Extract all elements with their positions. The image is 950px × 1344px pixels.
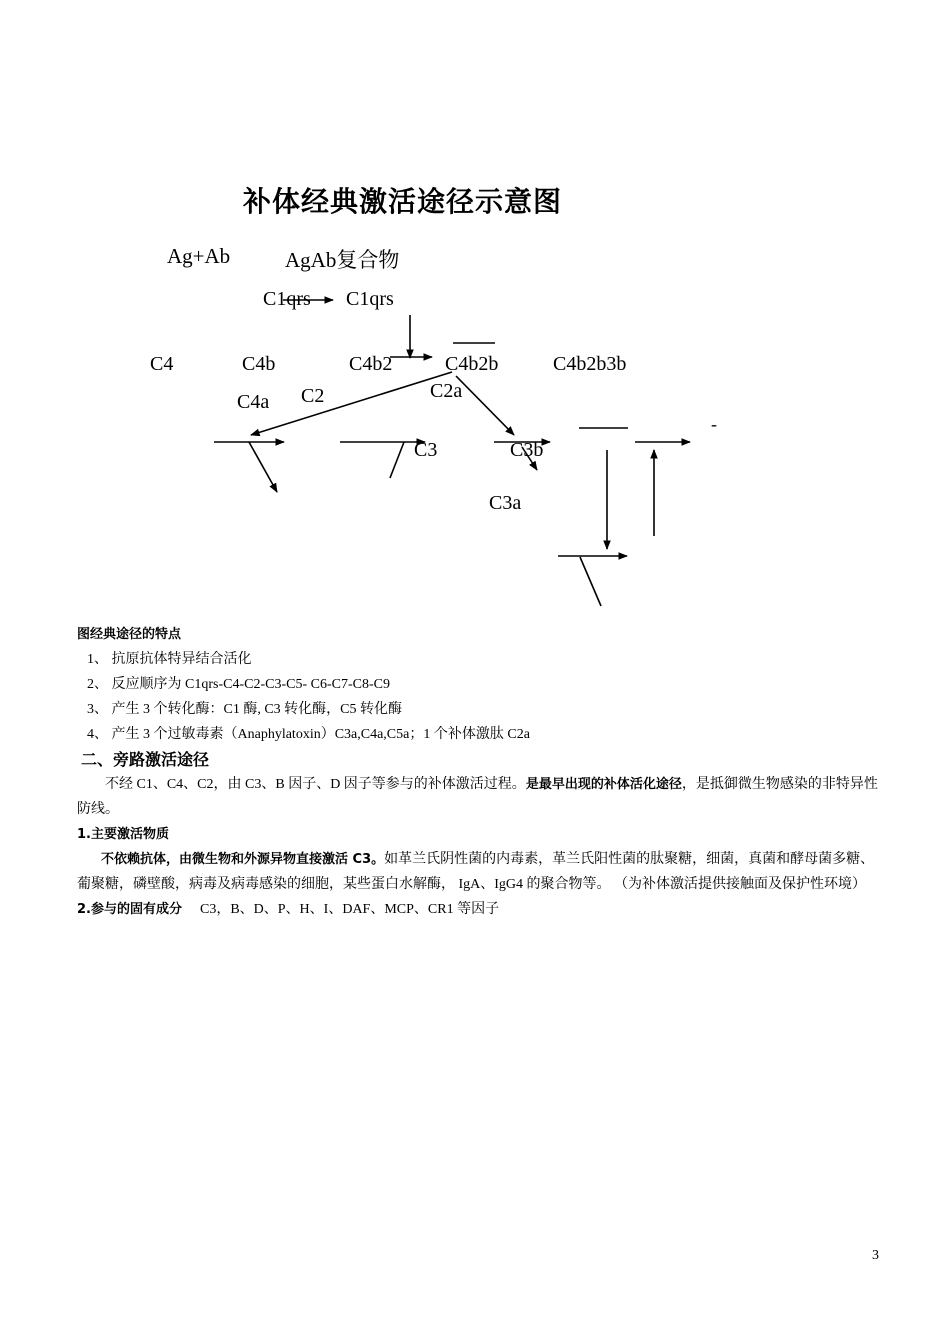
feature-item: 2、 反应顺序为 C1qrs-C4-C2-C3-C5- C6-C7-C8-C9	[87, 677, 390, 692]
intro-text-2: ，是抵御微生物感染的非特异性防线。	[77, 777, 878, 817]
sub2-text: C3，B、D、P、H、I、DAF、MCP、CR1 等因子	[199, 902, 500, 917]
pathway-diagram	[0, 0, 950, 640]
arrow-c4b2b-to-c4	[251, 372, 452, 435]
label-c2a: C2a	[430, 380, 463, 402]
arrow-c4a-release	[249, 442, 277, 492]
line-c2-branch	[390, 442, 404, 478]
diagram-title: 补体经典激活途径示意图	[243, 185, 563, 218]
label-c3b: C3b	[510, 439, 544, 461]
intro-text-1: 不经 C1、C4、C2，由 C3、B 因子、D 因子等参与的补体激活过程。	[105, 777, 526, 792]
label-c4b2: C4b2	[349, 353, 393, 375]
feature-item: 4、 产生 3 个过敏毒素（Anaphylatoxin）C3a,C4a,C5a；1 个补体激肽 C2a	[87, 727, 530, 742]
feature-item: 1、 抗原抗体特异结合活化	[87, 652, 252, 667]
sub1-heading: 1.主要激活物质	[77, 827, 169, 842]
intro-emphasis: 是最早出现的补体活化途径	[525, 777, 682, 792]
label-dash: -	[711, 414, 717, 434]
features-section	[77, 622, 883, 747]
label-c1qrs-active: C1qrs	[346, 288, 394, 310]
alternative-heading: 二、旁路激活途径	[81, 750, 210, 769]
label-c3a: C3a	[489, 492, 522, 514]
arrow-c4b2b-to-c3b	[456, 376, 514, 435]
line-bottom-branch	[580, 557, 601, 606]
features-heading: 图经典途径的特点	[77, 627, 182, 642]
feature-item: 3、 产生 3 个转化酶：C1 酶, C3 转化酶，C5 转化酶	[87, 702, 403, 717]
label-c1qrs-inactive: C1qrs	[263, 288, 311, 310]
sub2-heading: 2.参与的固有成分	[77, 902, 182, 917]
label-c4b2b: C4b2b	[445, 353, 499, 375]
sub2-paragraph	[77, 897, 883, 922]
label-c2: C2	[301, 385, 325, 407]
label-c4a: C4a	[237, 391, 270, 413]
alternative-section	[77, 747, 883, 922]
label-c4: C4	[150, 353, 174, 375]
sub1-text: 如革兰氏阴性菌的内毒素，革兰氏阳性菌的肽聚糖，细菌，真菌和酵母菌多糖、葡聚糖，磷壁酸，病毒及病毒感染的细胞，某些蛋白水解酶， IgA、IgG4 的聚合物等。 （为补体激活提供接触面及保护性环境）	[77, 852, 875, 892]
sub1-paragraph	[77, 847, 883, 897]
label-c4b2b3b: C4b2b3b	[553, 353, 627, 375]
label-ag-ab: Ag+Ab	[167, 244, 231, 268]
label-c3: C3	[414, 439, 438, 461]
label-agab-complex: AgAb复合物	[285, 248, 400, 272]
arrow-c3a-release	[522, 447, 537, 470]
alternative-intro	[77, 772, 883, 822]
sub1-emphasis: 不依赖抗体，由微生物和外源异物直接激活 C3。	[101, 852, 385, 867]
page-number: 3	[872, 1248, 879, 1263]
label-c4b: C4b	[242, 353, 276, 375]
